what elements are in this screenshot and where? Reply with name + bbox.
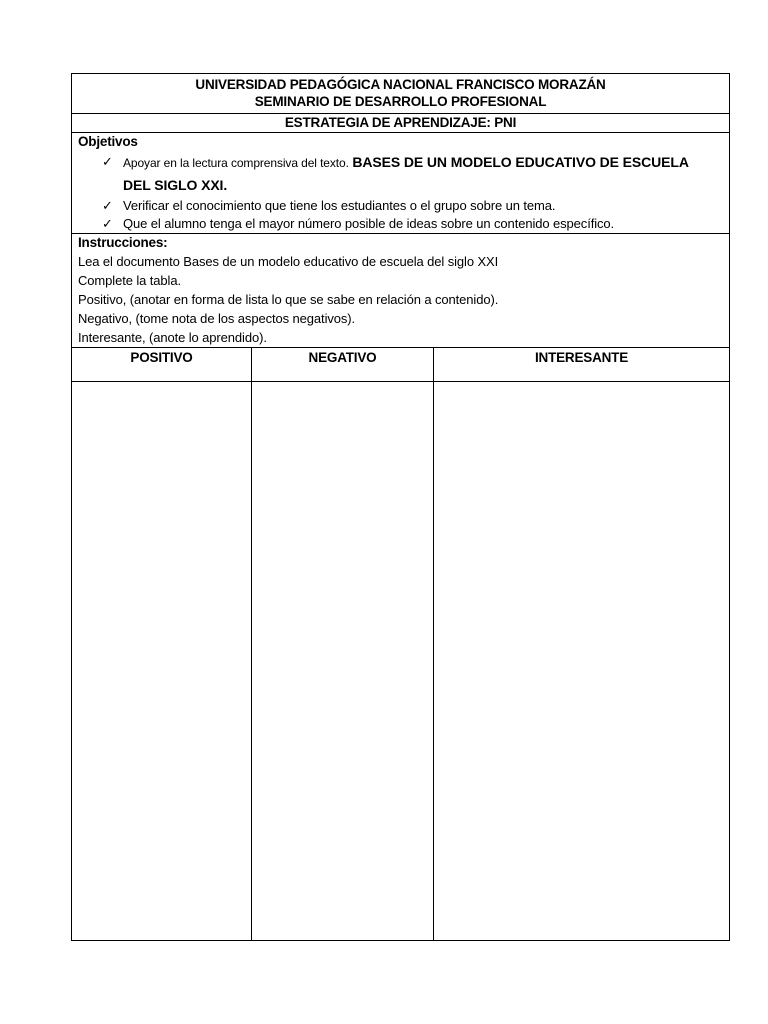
pni-worksheet	[71, 73, 730, 941]
instructions-section	[72, 234, 729, 348]
document-header	[72, 74, 729, 114]
check-icon: ✓	[102, 198, 113, 213]
objective-text: Que el alumno tenga el mayor número posible de ideas sobre un contenido específico.	[123, 216, 615, 231]
objective-item	[78, 197, 729, 215]
seminar-name: SEMINARIO DE DESARROLLO PROFESIONAL	[254, 94, 547, 109]
objective-text: Apoyar en la lectura comprensiva del texto.	[123, 156, 349, 170]
objective-item	[78, 151, 729, 197]
objectives-section	[72, 133, 729, 234]
check-icon: ✓	[102, 216, 113, 231]
check-icon: ✓	[102, 154, 113, 169]
column-header-interesante	[434, 348, 729, 381]
pni-table-header	[72, 348, 729, 382]
objective-item	[78, 215, 729, 233]
objective-text: Verificar el conocimiento que tiene los estudiantes o el grupo sobre un tema.	[123, 198, 556, 213]
column-label: POSITIVO	[130, 350, 193, 365]
pni-table-body	[72, 382, 729, 940]
instruction-line: Lea el documento Bases de un modelo educativo de escuela del siglo XXI	[78, 254, 499, 269]
strategy-title: ESTRATEGIA DE APRENDIZAJE: PNI	[72, 114, 729, 133]
objectives-title: Objetivos	[78, 134, 138, 149]
document-title-reference: BASES DE UN MODELO EDUCATIVO DE ESCUELA DEL SIGLO XXI.	[123, 154, 689, 193]
instruction-line: Positivo, (anotar en forma de lista lo que se sabe en relación a contenido).	[78, 292, 499, 307]
interesante-cell[interactable]	[434, 382, 729, 940]
column-header-positivo	[72, 348, 252, 381]
instructions-title: Instrucciones:	[78, 235, 168, 250]
objectives-list	[78, 151, 729, 233]
column-label: INTERESANTE	[534, 350, 629, 365]
positivo-cell[interactable]	[72, 382, 252, 940]
column-label: NEGATIVO	[308, 350, 377, 365]
instruction-line: Interesante, (anote lo aprendido).	[78, 330, 267, 345]
column-header-negativo	[252, 348, 434, 381]
instruction-line: Complete la tabla.	[78, 273, 181, 288]
university-name: UNIVERSIDAD PEDAGÓGICA NACIONAL FRANCISCO MORAZÁN	[195, 77, 606, 92]
negativo-cell[interactable]	[252, 382, 434, 940]
instruction-line: Negativo, (tome nota de los aspectos negativos).	[78, 311, 356, 326]
